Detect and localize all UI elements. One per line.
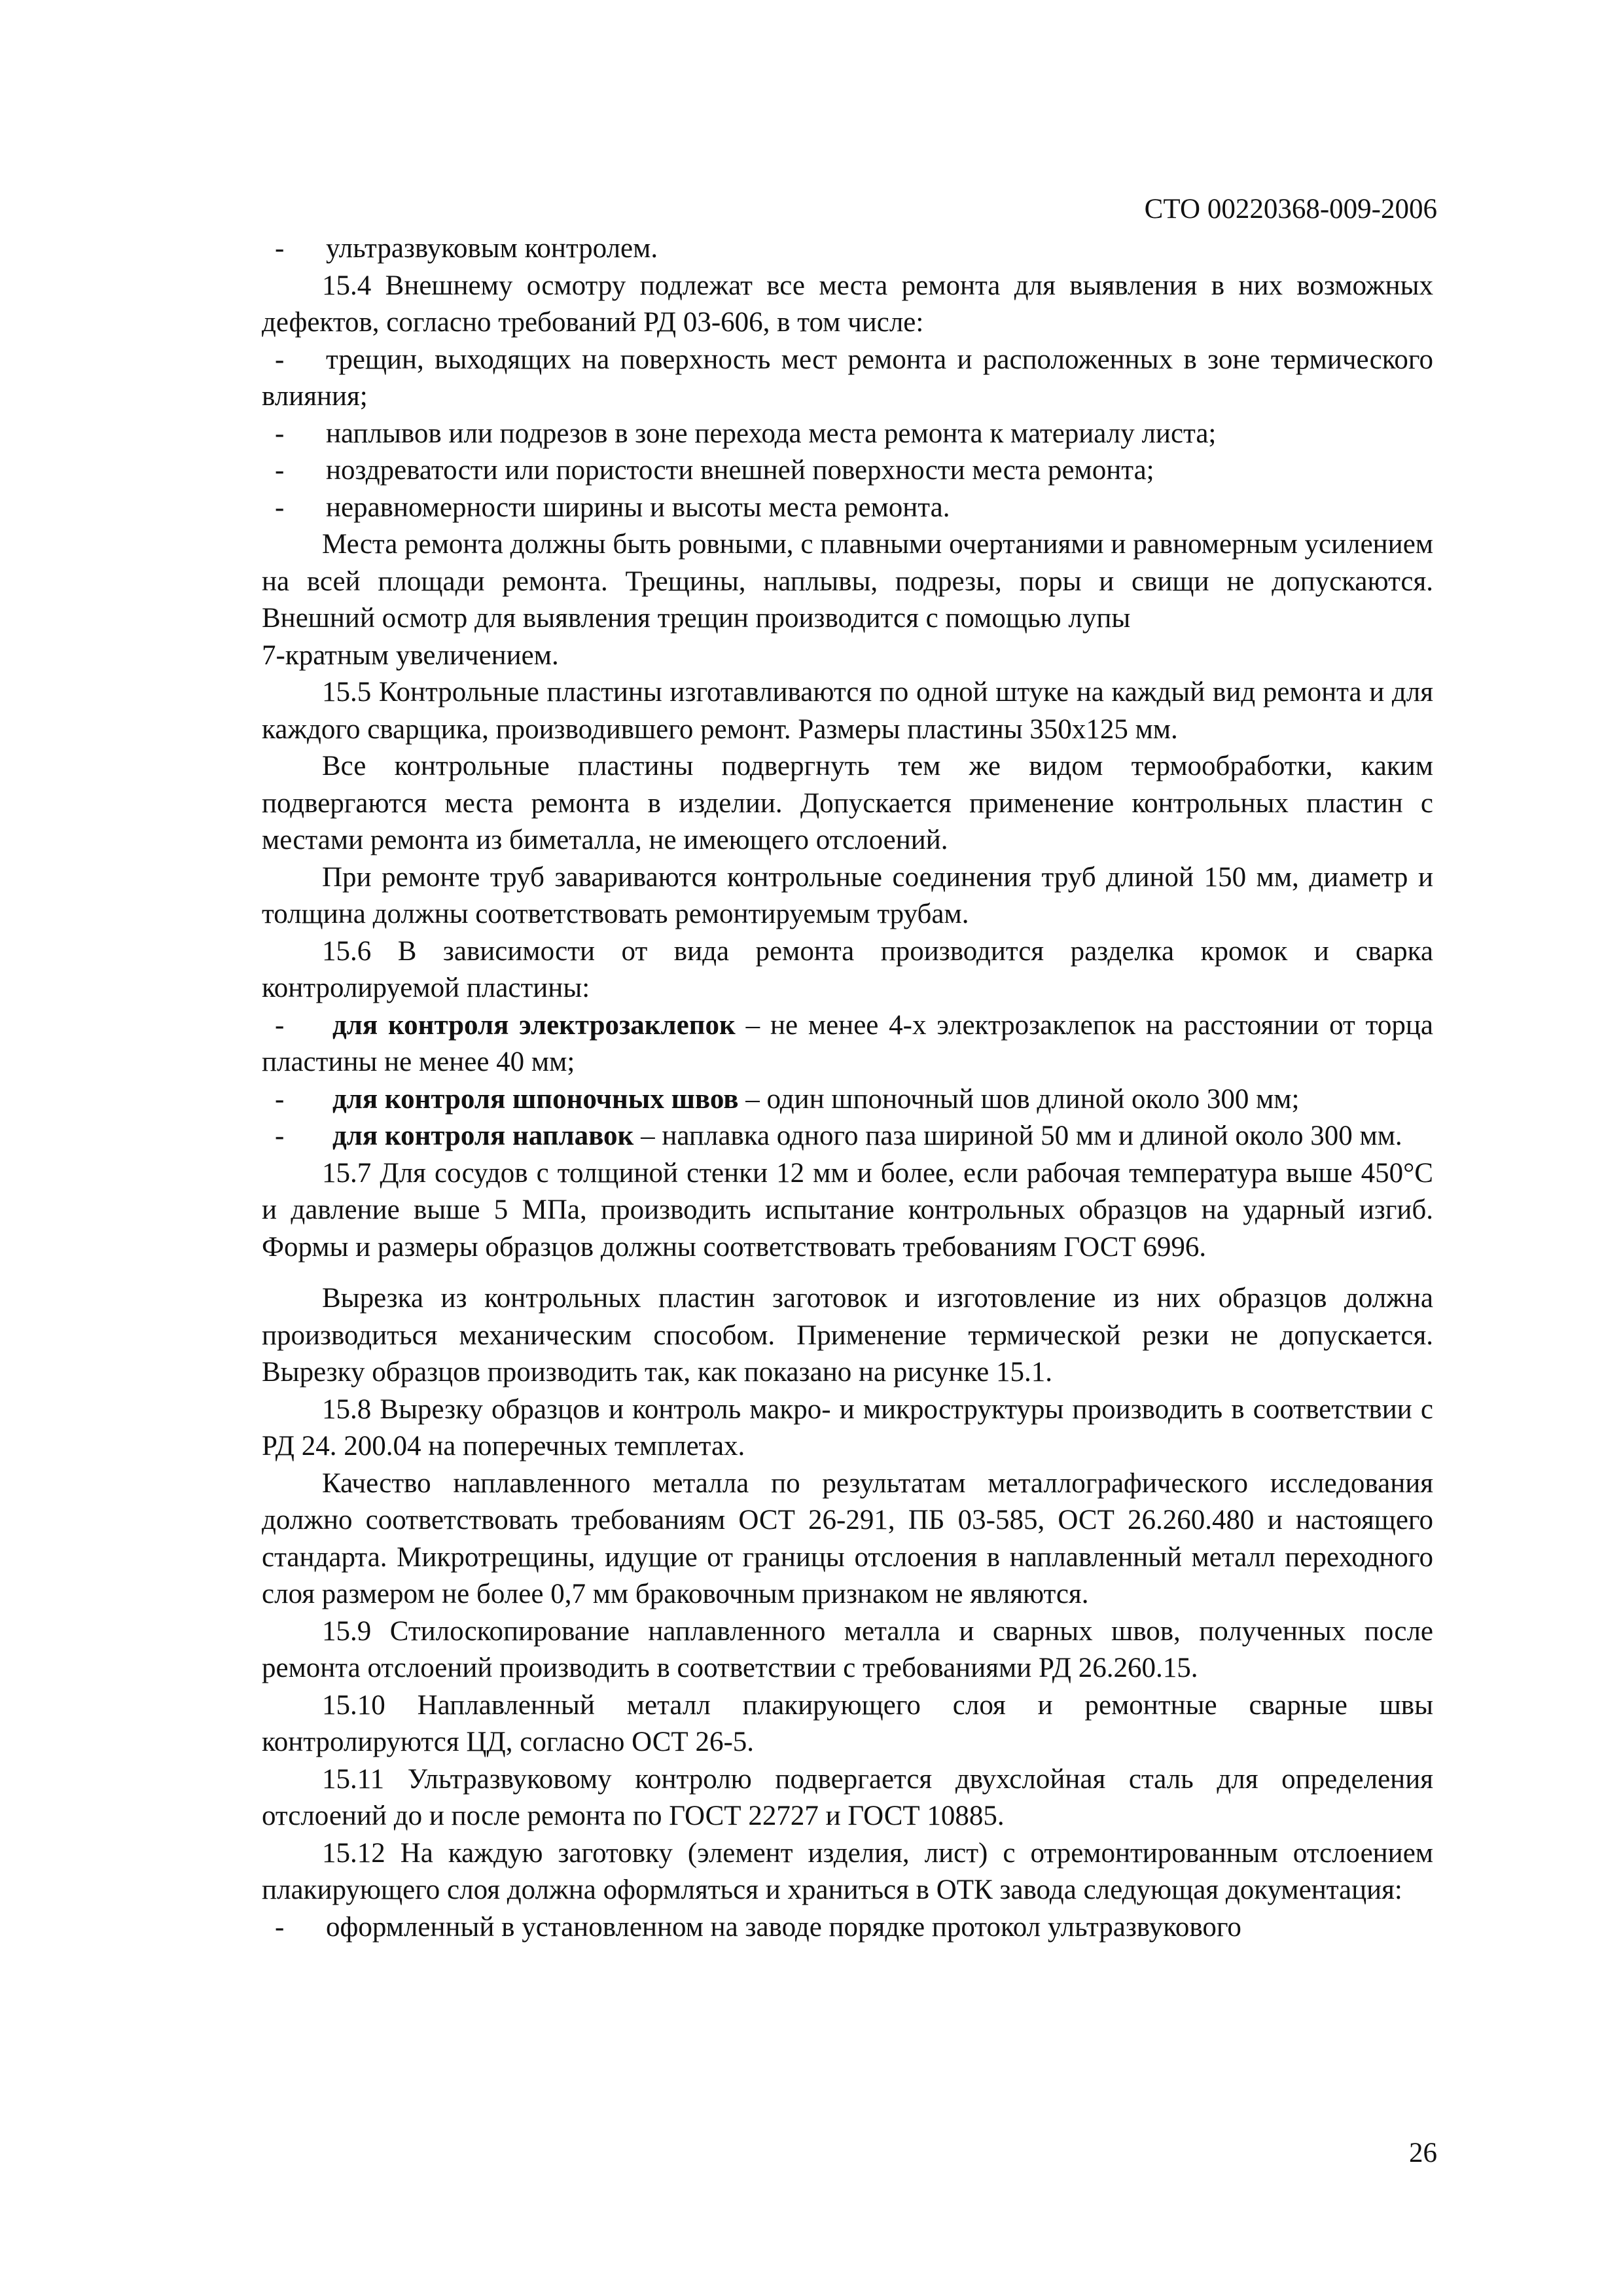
paragraph-15-5: 15.5 Контрольные пластины изготавливаются по одной штуке на каждый вид ремонта и для каждого сварщика, производившего ремонт. Размеры пластины 350х125 мм. <box>262 677 1433 745</box>
list-item-text: ноздреватости или пористости внешней поверхности места ремонта; <box>326 455 1154 486</box>
list-item <box>262 342 1433 416</box>
list-item <box>262 452 1433 490</box>
paragraph: Вырезка из контрольных пластин заготовок и изготовление из них образцов должна производиться механическим способом. Применение термической резки не допускается. Вырезку образцов производить так, как показано на рисунке 15.1. <box>262 1283 1433 1388</box>
list-item-text: оформленный в установленном на заводе порядке протокол ультразвукового <box>326 1911 1241 1943</box>
list-dash: - <box>275 1121 285 1151</box>
paragraph-continuation: 7-кратным увеличением. <box>262 639 559 671</box>
list-dash: - <box>275 492 285 523</box>
list-item-text: – не менее 4-х электрозаклепок на расстоянии от торца пластины не менее 40 мм; <box>262 1009 1433 1077</box>
paragraph: Качество наплавленного металла по результатам металлографического исследования должно соответствовать требованиям ОСТ 26-291, ПБ 03-585, ОСТ 26.260.480 и настоящего стандарта. Микротрещины, идущие от границы отслоения в наплавленный металл переходного слоя размером не более 0,7 мм браковочным признаком не являются. <box>262 1467 1433 1609</box>
paragraph-15-12: 15.12 На каждую заготовку (элемент изделия, лист) с отремонтированным отслоением плакирующего слоя должна оформляться и храниться в ОТК завода следующая документация: <box>262 1837 1433 1905</box>
list-item-term: для контроля электрозаклепок <box>332 1009 736 1041</box>
list-item <box>262 416 1433 453</box>
list-dash: - <box>275 455 285 486</box>
list-dash: - <box>275 1083 285 1115</box>
paragraph-15-10: 15.10 Наплавленный металл плакирующего слоя и ремонтные сварные швы контролируются ЦД, согласно ОСТ 26-5. <box>262 1689 1433 1757</box>
paragraph: Места ремонта должны быть ровными, с плавными очертаниями и равномерным усилением на всей площади ремонта. Трещины, наплывы, подрезы, поры и свищи не допускаются. Внешний осмотр для выявления трещин производится с помощью лупы <box>262 529 1433 634</box>
paragraph-15-6: 15.6 В зависимости от вида ремонта производится разделка кромок и сварка контролируемой пластины: <box>262 935 1433 1003</box>
paragraph-15-4: 15.4 Внешнему осмотру подлежат все места ремонта для выявления в них возможных дефектов, согласно требований РД 03-606, в том числе: <box>262 270 1433 338</box>
list-dash: - <box>275 233 285 264</box>
list-item <box>262 1007 1433 1081</box>
list-item <box>262 1081 1433 1119</box>
list-dash: - <box>275 344 285 375</box>
paragraph: При ремонте труб завариваются контрольные соединения труб длиной 150 мм, диаметр и толщина должны соответствовать ремонтируемым трубам. <box>262 861 1433 929</box>
paragraph-15-9: 15.9 Стилоскопирование наплавленного металла и сварных швов, полученных после ремонта отслоений производить в соответствии с требованиями РД 26.260.15. <box>262 1615 1433 1683</box>
paragraph-15-8: 15.8 Вырезку образцов и контроль макро- и микроструктуры производить в соответствии с РД 24. 200.04 на поперечных темплетах. <box>262 1393 1433 1462</box>
list-item <box>262 490 1433 527</box>
page-number: 26 <box>1409 2138 1437 2168</box>
list-item-text: наплывов или подрезов в зоне перехода места ремонта к материалу листа; <box>326 418 1217 449</box>
list-item-text: ультразвуковым контролем. <box>326 233 658 264</box>
list-item-text: трещин, выходящих на поверхность мест ремонта и расположенных в зоне термического влияния; <box>262 344 1433 412</box>
list-dash: - <box>275 418 285 449</box>
list-item-text: – один шпоночный шов длиной около 300 мм; <box>738 1083 1300 1115</box>
list-item-text: неравномерности ширины и высоты места ремонта. <box>326 492 950 523</box>
list-item-term: для контроля наплавок <box>332 1121 634 1151</box>
list-item-text: – наплавка одного паза шириной 50 мм и длиной около 300 мм. <box>633 1121 1402 1151</box>
list-dash: - <box>275 1911 285 1943</box>
document-body <box>262 230 1433 1946</box>
list-dash: - <box>275 1009 285 1041</box>
list-item-term: для контроля шпоночных швов <box>332 1083 739 1115</box>
list-item <box>262 1118 1433 1155</box>
list-item <box>262 1909 1433 1946</box>
paragraph-15-7: 15.7 Для сосудов с толщиной стенки 12 мм и более, если рабочая температура выше 450°С и давление выше 5 МПа, производить испытание контрольных образцов на ударный изгиб. Формы и размеры образцов должны соответствовать требованиям ГОСТ 6996. <box>262 1157 1433 1263</box>
list-item <box>262 230 1433 268</box>
document-code: СТО 00220368-009-2006 <box>1144 194 1437 224</box>
paragraph: Все контрольные пластины подвергнуть тем же видом термообработки, каким подвергаются места ремонта в изделии. Допускается применение контрольных пластин с местами ремонта из биметалла, не имеющего отслоений. <box>262 751 1433 855</box>
paragraph-15-11: 15.11 Ультразвуковому контролю подвергается двухслойная сталь для определения отслоений до и после ремонта по ГОСТ 22727 и ГОСТ 10885. <box>262 1763 1433 1831</box>
